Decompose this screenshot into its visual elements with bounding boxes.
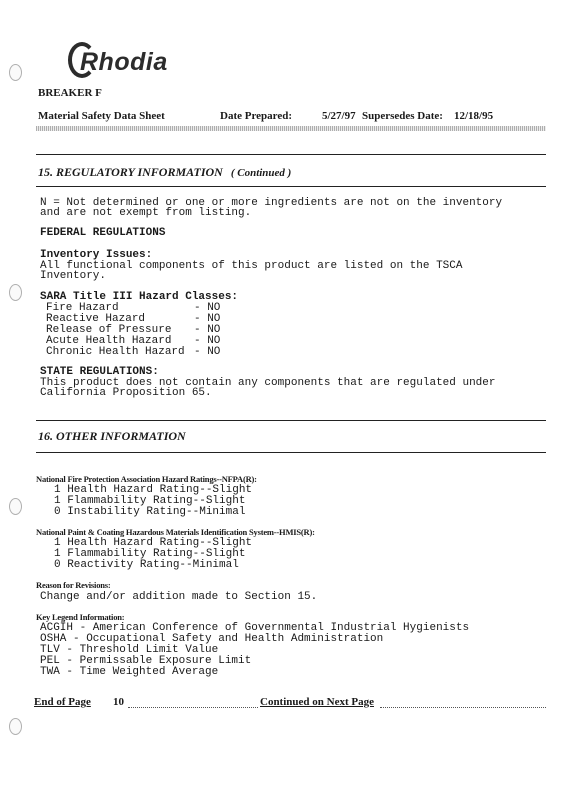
nfpa-heading: National Fire Protection Association Hazard Ratings--NFPA(R): [36,474,257,484]
hmis-item: 1 Flammability Rating--Slight [54,548,246,560]
hmis-heading: National Paint & Coating Hazardous Materials Identification System--HMIS(R): [36,527,315,537]
inventory-line-2: Inventory. [40,270,107,282]
header-shade-bar [36,126,546,131]
product-name: BREAKER F [38,87,102,99]
footer-dotted-line [128,707,258,708]
note-line-2: and are not exempt from listing. [40,207,252,219]
supersedes-label: Supersedes Date: [362,110,443,122]
binder-hole-icon [9,64,22,81]
date-prepared-value: 5/27/97 [322,110,356,122]
end-of-page-label: End of Page [34,696,91,708]
section-15-title-text: 15. REGULATORY INFORMATION [38,165,223,179]
hmis-item: 1 Health Hazard Rating--Slight [54,537,253,549]
supersedes-date: 12/18/95 [454,110,494,122]
sara-item-value: - NO [194,335,221,347]
revisions-text: Change and/or addition made to Section 15. [40,591,318,603]
nfpa-item: 1 Flammability Rating--Slight [54,495,246,507]
footer-dotted-line [380,707,546,708]
state-line-2: California Proposition 65. [40,387,212,399]
document-type: Material Safety Data Sheet [38,110,165,122]
section-15-continued: ( Continued ) [230,167,292,179]
divider [36,154,546,155]
revisions-heading: Reason for Revisions: [36,580,111,590]
page-number: 10 [113,696,124,708]
inventory-issues-heading: Inventory Issues: [40,249,153,261]
sara-item-name: Chronic Health Hazard [46,346,185,358]
continued-next-page: Continued on Next Page [260,696,374,708]
state-regulations-heading: STATE REGULATIONS: [40,366,159,378]
divider [36,186,546,187]
binder-hole-icon [9,498,22,515]
key-legend-heading: Key Legend Information: [36,612,125,622]
note-line-1: N = Not determined or one or more ingredients are not on the inventory [40,197,503,209]
sara-item-name: Reactive Hazard [46,313,146,325]
legend-item: TWA - Time Weighted Average [40,666,219,678]
federal-regulations-heading: FEDERAL REGULATIONS [40,227,166,239]
sara-item-value: - NO [194,346,221,358]
nfpa-item: 1 Health Hazard Rating--Slight [54,484,253,496]
hmis-item: 0 Reactivity Rating--Minimal [54,559,239,571]
divider [36,420,546,421]
sara-item-value: - NO [194,313,221,325]
sara-heading: SARA Title III Hazard Classes: [40,291,239,303]
legend-item: ACGIH - American Conference of Governmental Industrial Hygienists [40,622,470,634]
binder-hole-icon [9,284,22,301]
legend-item: OSHA - Occupational Safety and Health Administration [40,633,384,645]
sara-item-name: Acute Health Hazard [46,335,172,347]
sara-item-value: - NO [194,302,221,314]
sara-item-name: Release of Pressure [46,324,172,336]
logo-text: Rhodia [80,48,168,76]
section-16-title: 16. OTHER INFORMATION [38,429,186,443]
divider [36,452,546,453]
state-line-1: This product does not contain any components that are regulated under [40,377,496,389]
sara-item-name: Fire Hazard [46,302,119,314]
binder-hole-icon [9,718,22,735]
inventory-line-1: All functional components of this product are listed on the TSCA [40,260,463,272]
section-15-title [38,163,291,181]
nfpa-item: 0 Instability Rating--Minimal [54,506,246,518]
legend-item: TLV - Threshold Limit Value [40,644,219,656]
sara-item-value: - NO [194,324,221,336]
date-prepared-label: Date Prepared: [220,110,292,122]
legend-item: PEL - Permissable Exposure Limit [40,655,252,667]
